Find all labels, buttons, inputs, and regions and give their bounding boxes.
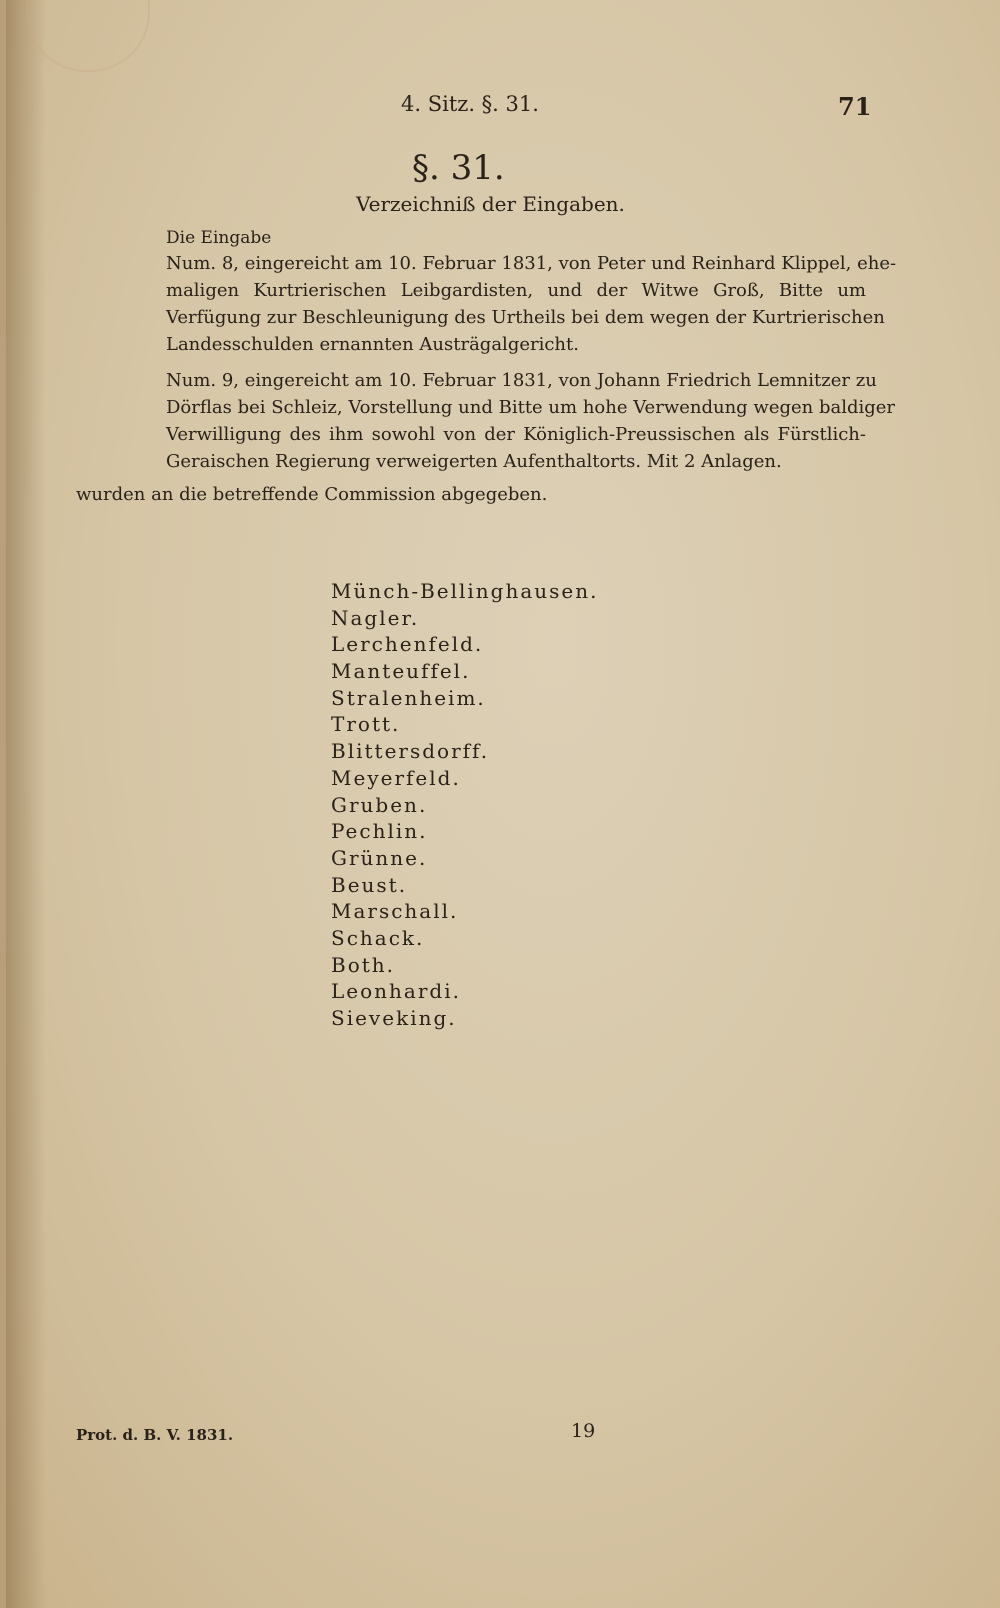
signatory-name: Sieveking.	[331, 1006, 457, 1030]
signatory-name: Gruben.	[331, 792, 428, 817]
page-edge-shadow	[6, 0, 46, 1608]
section-title: §. 31.	[412, 148, 505, 188]
signatory-name: Schack.	[331, 925, 425, 950]
signatory-name: Trott.	[331, 712, 401, 737]
conclusion-text: wurden an die betreffende Commission abgegeben.	[76, 484, 548, 505]
entry-line: Geraischen Regierung verweigerten Aufenthaltorts. Mit 2 Anlagen.	[166, 451, 782, 472]
entry-line: Verfügung zur Beschleunigung des Urtheils bei dem wegen der Kurtrierischen	[166, 307, 885, 328]
entry-line: Verwilligung des ihm sowohl von der Königlich-Preussischen als Fürstlich-	[166, 424, 866, 445]
footer-signature: Prot. d. B. V. 1831.	[76, 1426, 234, 1444]
signatory-name: Münch-Bellinghausen.	[331, 579, 599, 603]
signatory-name: Stralenheim.	[331, 685, 486, 710]
signatory-name: Beust.	[331, 872, 408, 897]
entry-line: Num. 9, eingereicht am 10. Februar 1831, von Johann Friedrich Lemnitzer zu	[166, 370, 877, 391]
signatory-name: Leonhardi.	[331, 979, 461, 1004]
running-head: 4. Sitz. §. 31.	[401, 92, 539, 116]
section-subtitle: Verzeichniß der Eingaben.	[356, 192, 625, 216]
footer-sheet-number: 19	[571, 1420, 596, 1442]
entry-line: Dörflas bei Schleiz, Vorstellung und Bitte um hohe Verwendung wegen baldiger	[166, 397, 896, 418]
signatory-name: Manteuffel.	[331, 659, 471, 684]
entry-num-9	[166, 367, 896, 475]
signatory-list	[331, 578, 599, 1032]
intro-text: Die Eingabe	[166, 228, 272, 248]
entry-line: Landesschulden ernannten Austrägalgericht.	[166, 334, 579, 355]
signatory-name: Meyerfeld.	[331, 765, 461, 790]
entry-num-8	[166, 250, 897, 358]
signatory-name: Marschall.	[331, 899, 459, 924]
signatory-name: Grünne.	[331, 845, 428, 870]
signatory-name: Pechlin.	[331, 819, 428, 844]
document-page	[6, 0, 1000, 1608]
signatory-name: Nagler.	[331, 605, 420, 630]
signatory-name: Lerchenfeld.	[331, 632, 484, 657]
signatory-name: Both.	[331, 952, 396, 977]
entry-line: Num. 8, eingereicht am 10. Februar 1831, von Peter und Reinhard Klippel, ehe-	[166, 253, 897, 274]
page-number: 71	[838, 92, 872, 121]
signatory-name: Blittersdorff.	[331, 739, 490, 764]
entry-line: maligen Kurtrierischen Leibgardisten, und der Witwe Groß, Bitte um	[166, 280, 866, 301]
